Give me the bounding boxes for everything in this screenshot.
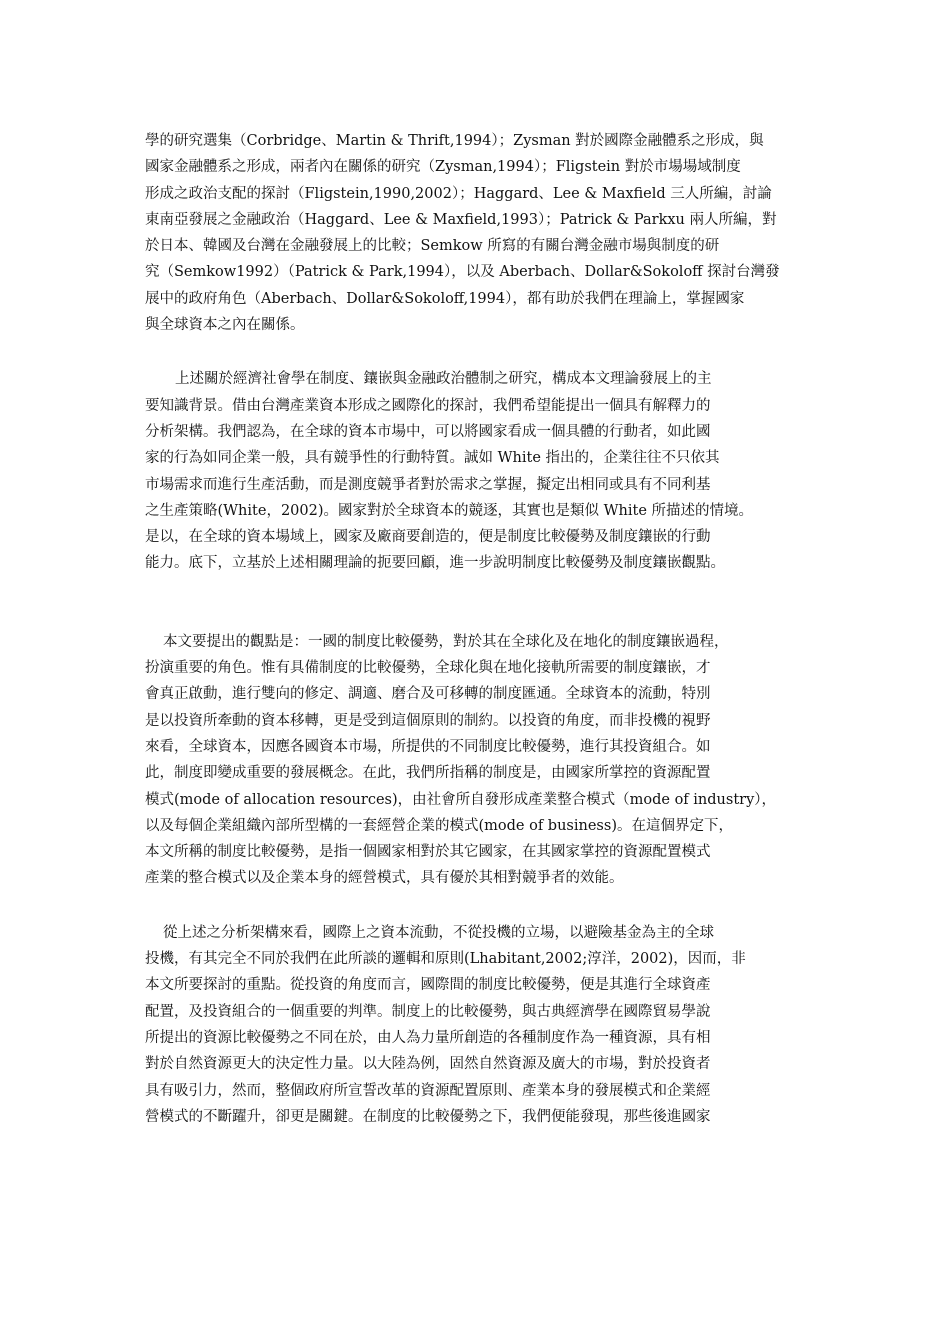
text-line: 能力。底下，立基於上述相關理論的扼要回顧，進一步說明制度比較優勢及制度鑲嵌觀點。 <box>145 555 725 572</box>
text-line: 配置，及投資組合的一個重要的判準。制度上的比較優勢，與古典經濟學在國際貿易學說 <box>145 1003 711 1020</box>
text-line: 分析架構。我們認為，在全球的資本市場中，可以將國家看成一個具體的行動者，如此國 <box>145 423 711 440</box>
paragraph-spacer <box>145 892 820 920</box>
text-line: 投機，有其完全不同於我們在此所談的邏輯和原則(Lhabitant,2002;淳洋，2002)，因而，非 <box>145 951 746 968</box>
text-line: 對於自然資源更大的決定性力量。以大陸為例，固然自然資源及廣大的市場，對於投資者 <box>145 1056 711 1073</box>
text-line: 從上述之分析架構來看，國際上之資本流動，不從投機的立場，以避險基金為主的全球 <box>163 924 714 941</box>
text-line: 營模式的不斷躍升，卻更是關鍵。在制度的比較優勢之下，我們便能發現，那些後進國家 <box>145 1108 711 1125</box>
text-line: 展中的政府角色（Aberbach、Dollar&Sokoloff,1994），都有助於我們在理論上，掌握國家 <box>145 290 745 307</box>
text-line: 上述關於經濟社會學在制度、鑲嵌與金融政治體制之研究，構成本文理論發展上的主 <box>175 371 712 388</box>
text-line: 要知識背景。借由台灣產業資本形成之國際化的探討，我們希望能提出一個具有解釋力的 <box>145 397 711 414</box>
text-line: 扮演重要的角色。惟有具備制度的比較優勢，全球化與在地化接軌所需要的制度鑲嵌，才 <box>145 660 711 677</box>
text-line: 具有吸引力，然而，整個政府所宣誓改革的資源配置原則、產業本身的發展模式和企業經 <box>145 1082 711 1099</box>
text-line: 此，制度即變成重要的發展概念。在此，我們所指稱的制度是，由國家所掌控的資源配置 <box>145 765 711 782</box>
text-line: 形成之政治支配的探討（Fligstein,1990,2002）；Haggard、Lee & Maxfield 三人所編，討論 <box>145 185 772 202</box>
text-line: 產業的整合模式以及企業本身的經營模式，具有優於其相對競爭者的效能。 <box>145 870 624 887</box>
text-line: 國家金融體系之形成，兩者內在關係的研究（Zysman,1994）；Fligstein 對於市場場域制度 <box>145 159 741 176</box>
paragraph-2 <box>145 366 820 576</box>
paragraph-3 <box>145 629 820 892</box>
text-line: 究（Semkow1992）（Patrick & Park,1994），以及 Aberbach、Dollar&Sokoloff 探討台灣發 <box>145 264 780 281</box>
paragraph-1 <box>145 128 820 338</box>
paragraph-4 <box>145 920 820 1130</box>
text-line: 所提出的資源比較優勢之不同在於，由人為力量所創造的各種制度作為一種資源，具有相 <box>145 1029 711 1046</box>
text-line: 與全球資本之內在關係。 <box>145 317 305 334</box>
text-line: 本文要提出的觀點是：一國的制度比較優勢，對於其在全球化及在地化的制度鑲嵌過程， <box>163 633 729 650</box>
text-line: 之生產策略(White，2002)。國家對於全球資本的競逐，其實也是類似 White 所描述的情境。 <box>145 502 754 519</box>
document-page <box>145 128 820 1130</box>
text-line: 本文所稱的制度比較優勢，是指一個國家相對於其它國家，在其國家掌控的資源配置模式 <box>145 844 711 861</box>
text-line: 會真正啟動，進行雙向的修定、調適、磨合及可移轉的制度匯通。全球資本的流動，特別 <box>145 686 711 703</box>
text-line: 是以投資所牽動的資本移轉，更是受到這個原則的制約。以投資的角度，而非投機的視野 <box>145 712 711 729</box>
text-line: 市場需求而進行生產活動，而是測度競爭者對於需求之掌握，擬定出相同或具有不同利基 <box>145 476 711 493</box>
paragraph-spacer <box>145 338 820 366</box>
text-line: 於日本、韓國及台灣在金融發展上的比較；Semkow 所寫的有關台灣金融市場與制度的研 <box>145 238 720 255</box>
paragraph-spacer <box>145 577 820 629</box>
text-line: 家的行為如同企業一般，具有競爭性的行動特質。誠如 White 指出的，企業往往不只依其 <box>145 450 720 467</box>
text-line: 模式(mode of allocation resources)，由社會所自發形成產業整合模式（mode of industry）， <box>145 791 777 808</box>
text-line: 東南亞發展之金融政治（Haggard、Lee & Maxfield,1993）；Patrick & Parkxu 兩人所編，對 <box>145 211 777 228</box>
text-line: 來看，全球資本，因應各國資本市場，所提供的不同制度比較優勢，進行其投資組合。如 <box>145 738 711 755</box>
text-line: 是以，在全球的資本場域上，國家及廠商要創造的，便是制度比較優勢及制度鑲嵌的行動 <box>145 529 711 546</box>
text-line: 以及每個企業組織內部所型構的一套經營企業的模式(mode of business)。在這個界定下， <box>145 817 733 834</box>
text-line: 本文所要探討的重點。從投資的角度而言，國際間的制度比較優勢，便是其進行全球資產 <box>145 977 711 994</box>
text-line: 學的研究選集（Corbridge、Martin & Thrift,1994）；Zysman 對於國際金融體系之形成，與 <box>145 133 764 149</box>
